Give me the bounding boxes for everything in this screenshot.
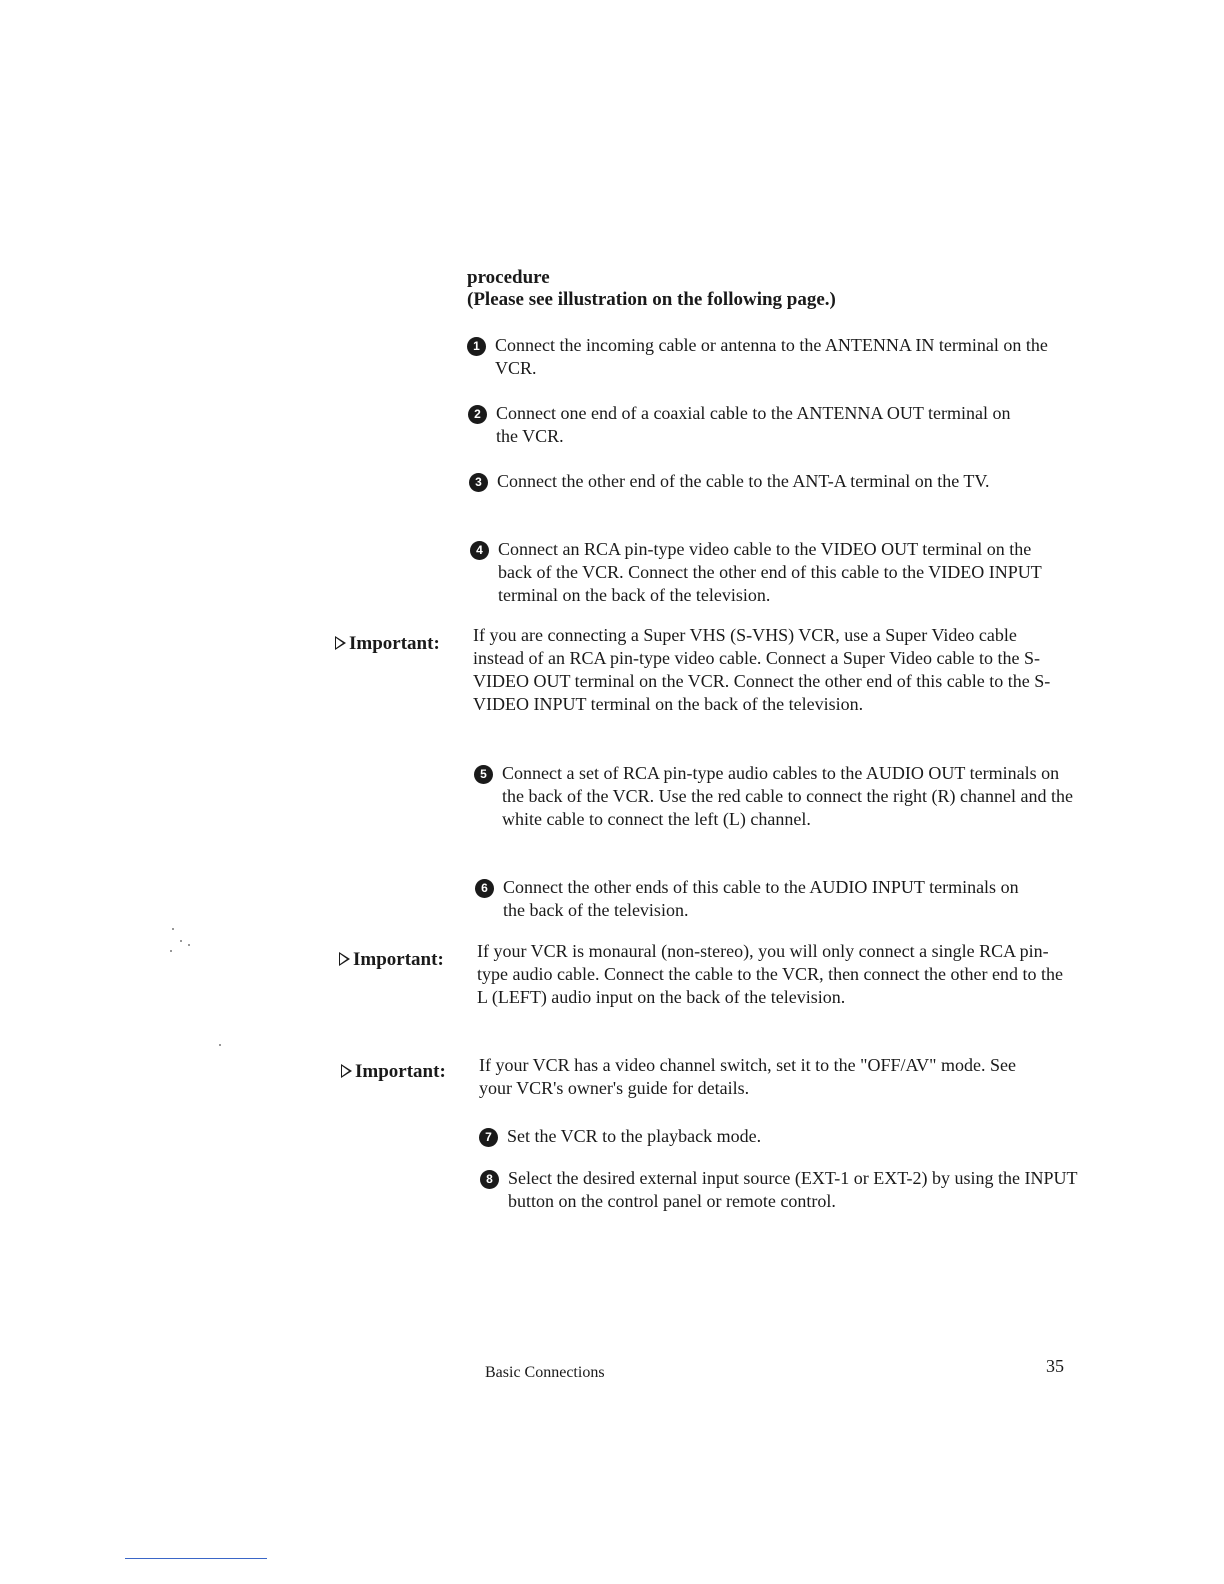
triangle-pointer-icon [339,952,350,966]
step-text: Set the VCR to the playback mode. [507,1126,762,1146]
step-1 [467,334,1055,380]
bottom-rule [125,1558,267,1559]
important-label: Important: [339,948,484,971]
step-number-2-icon: 2 [468,405,487,424]
scan-speck [188,944,190,946]
triangle-pointer-icon [341,1064,352,1078]
step-text: Connect the other ends of this cable to the AUDIO INPUT terminals on the back of the television. [503,877,1019,920]
step-text: Connect the other end of the cable to the ANT-A terminal on the TV. [497,471,990,491]
step-number-5-icon: 5 [474,765,493,784]
scan-speck [219,1044,221,1046]
step-text: Select the desired external input source (EXT-1 or EXT-2) by using the INPUT button on the control panel or remote control. [508,1168,1078,1211]
step-number-7-icon: 7 [479,1128,498,1147]
step-8 [480,1167,1078,1213]
step-text: Connect an RCA pin-type video cable to the VIDEO OUT terminal on the back of the VCR. Connect the other end of this cable to the VIDEO INPUT terminal on the back of the television. [498,539,1042,605]
step-text: Connect a set of RCA pin-type audio cables to the AUDIO OUT terminals on the back of the VCR. Use the red cable to connect the right (R) channel and the white cable to connect the left (L) channel. [502,763,1073,829]
section-subtitle: (Please see illustration on the following page.) [467,289,836,310]
step-number-3-icon: 3 [469,473,488,492]
important-note-monaural: If your VCR is monaural (non-stereo), you will only connect a single RCA pin-type audio cable. Connect the cable to the VCR, then connect the other end to the L (LEFT) audio input on the back of the television. [477,941,1063,1007]
step-2 [468,402,1026,448]
step-number-1-icon: 1 [467,337,486,356]
step-text: Connect the incoming cable or antenna to the ANTENNA IN terminal on the VCR. [495,335,1048,378]
step-7 [479,1125,1027,1148]
important-label: Important: [341,1060,486,1083]
step-number-4-icon: 4 [470,541,489,560]
important-note-svhs: If you are connecting a Super VHS (S-VHS) VCR, use a Super Video cable instead of an RCA pin-type video cable. Connect a Super Video cable to the S-VIDEO OUT terminal on the VCR. Connect the other end of this cable to the S-VIDEO INPUT terminal on the back of the television. [473,625,1051,714]
scan-speck [170,950,172,952]
scan-speck [180,940,182,942]
step-text: Connect one end of a coaxial cable to the ANTENNA OUT terminal on the VCR. [496,403,1011,446]
section-title: procedure [467,267,550,288]
step-number-6-icon: 6 [475,879,494,898]
scan-speck [172,928,174,930]
footer-section-title: Basic Connections [485,1364,605,1381]
triangle-pointer-icon [335,636,346,650]
important-note-channel-switch: If your VCR has a video channel switch, set it to the "OFF/AV" mode. See your VCR's owner's guide for details. [479,1055,1016,1098]
step-5 [474,762,1077,831]
step-4 [470,538,1058,607]
important-label: Important: [335,632,480,655]
step-3 [469,470,1007,493]
step-6 [475,876,1043,922]
step-number-8-icon: 8 [480,1170,499,1189]
page-number: 35 [1046,1356,1064,1376]
